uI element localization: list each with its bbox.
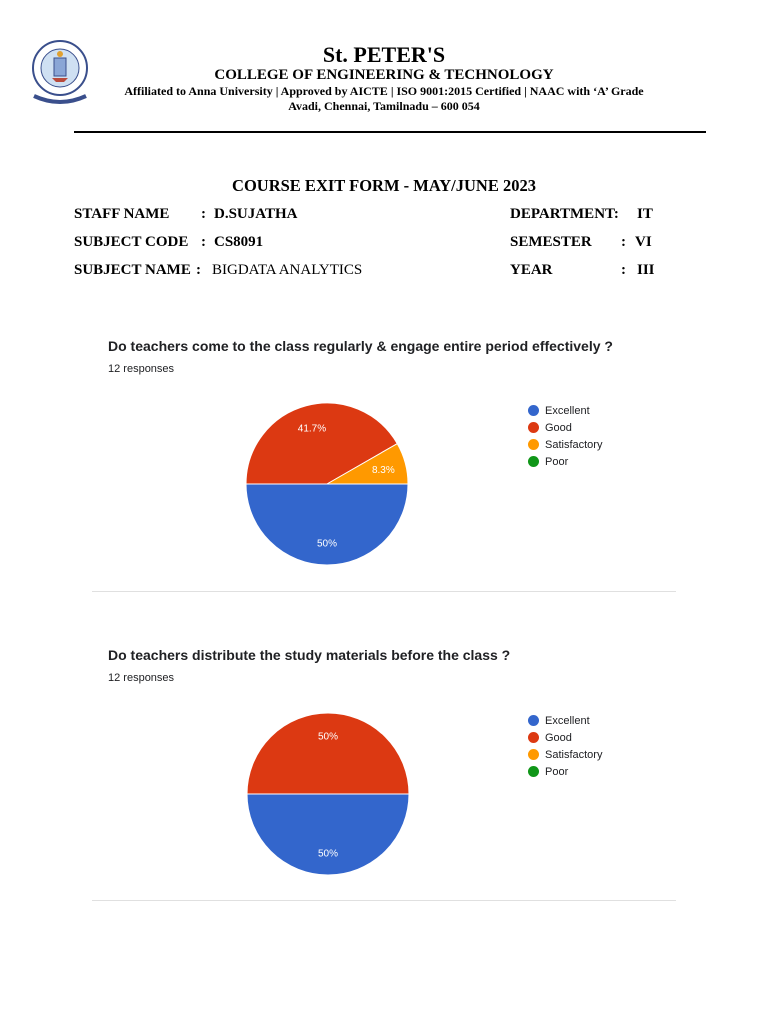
legend-item-satisfactory (528, 436, 602, 453)
chart-2-question: Do teachers distribute the study materials before the class ? (108, 647, 511, 663)
legend-label: Poor (545, 765, 569, 778)
staff-name-label: STAFF NAME (74, 206, 170, 222)
department-value: IT (637, 206, 653, 222)
year-label: YEAR (510, 262, 553, 278)
legend-item-good (528, 419, 602, 436)
pie-slice-good (247, 713, 409, 794)
chart-2-responses: 12 responses (108, 672, 175, 684)
legend-label: Satisfactory (545, 438, 603, 451)
header-divider (74, 131, 706, 133)
form-title: COURSE EXIT FORM - MAY/JUNE 2023 (232, 176, 536, 195)
legend-swatch (528, 439, 539, 450)
legend-label: Satisfactory (545, 748, 603, 761)
legend-label: Excellent (545, 404, 590, 417)
address-line: Avadi, Chennai, Tamilnadu – 600 054 (288, 99, 480, 113)
legend-label: Good (545, 731, 572, 744)
chart-1-question: Do teachers come to the class regularly & engage entire period effectively ? (108, 338, 613, 354)
legend-swatch (528, 732, 539, 743)
pie-label-excellent: 50% (316, 538, 338, 550)
semester-sep: : (621, 234, 626, 250)
legend-swatch (528, 766, 539, 777)
legend-item-satisfactory (528, 746, 602, 763)
chart-card-2 (92, 647, 676, 903)
semester-label: SEMESTER (510, 234, 592, 250)
pie-slice-excellent (246, 484, 408, 565)
pie-label-excellent: 50% (317, 848, 339, 860)
college-name: St. PETER'S (322, 42, 446, 67)
legend-label: Excellent (545, 714, 590, 727)
legend-item-good (528, 729, 602, 746)
pie-slice-excellent (247, 794, 409, 875)
chart-1-legend (528, 402, 602, 470)
staff-name-sep: : (201, 206, 206, 222)
year-value: III (637, 262, 655, 278)
chart-card-1 (92, 338, 676, 594)
chart-1-divider (92, 591, 676, 592)
subject-name-value: BIGDATA ANALYTICS (212, 262, 363, 278)
affiliation-line: Affiliated to Anna University | Approved by AICTE | ISO 9001:2015 Certified | NAAC with ‘A’ Grade (124, 84, 644, 98)
legend-item-excellent (528, 712, 602, 729)
subject-name-label: SUBJECT NAME (74, 262, 191, 278)
subject-name-sep: : (196, 262, 201, 278)
legend-swatch (528, 456, 539, 467)
department-label: DEPARTMENT: (510, 206, 619, 222)
legend-swatch (528, 405, 539, 416)
pie-label-good: 41.7% (297, 423, 327, 435)
subject-code-sep: : (201, 234, 206, 250)
staff-name-value: D.SUJATHA (214, 206, 298, 222)
legend-label: Good (545, 421, 572, 434)
legend-swatch (528, 715, 539, 726)
chart-1-responses: 12 responses (108, 363, 175, 375)
legend-item-poor (528, 763, 602, 780)
semester-value: VI (635, 234, 652, 250)
pie-label-good: 50% (317, 731, 339, 743)
chart-2-legend (528, 712, 602, 780)
legend-swatch (528, 749, 539, 760)
pie-label-satisfactory: 8.3% (371, 464, 395, 476)
chart-2-divider (92, 900, 676, 901)
legend-label: Poor (545, 455, 569, 468)
legend-swatch (528, 422, 539, 433)
year-sep: : (621, 262, 626, 278)
subject-code-label: SUBJECT CODE (74, 234, 189, 250)
subject-code-value: CS8091 (214, 234, 264, 250)
legend-item-poor (528, 453, 602, 470)
legend-item-excellent (528, 402, 602, 419)
college-subtitle: COLLEGE OF ENGINEERING & TECHNOLOGY (214, 67, 554, 83)
